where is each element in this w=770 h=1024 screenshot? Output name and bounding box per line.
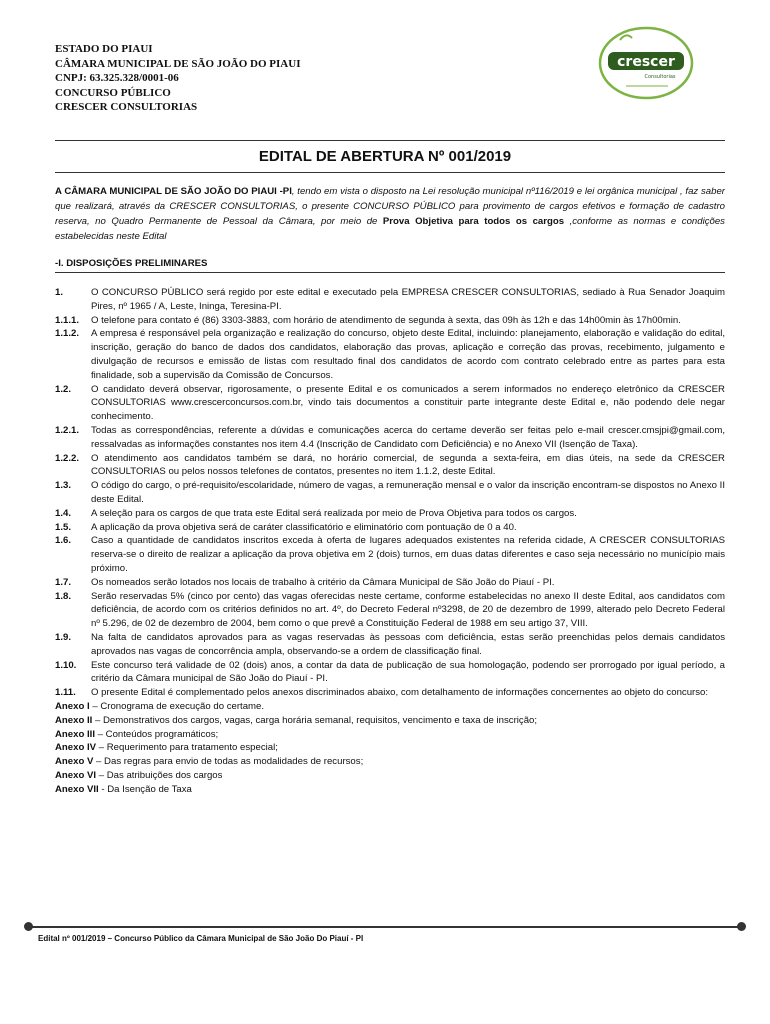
item-text: O CONCURSO PÚBLICO será regido por este edital e executado pela EMPRESA CRESCER CONSULTORIAS, sediado à Rua Senador Joaquim Pires, nº 1965 / A, Leste, Ininga, Teresina-PI. [91,287,725,312]
logo-subtext: Consultorias [644,74,676,80]
annex-text: - Da Isenção de Taxa [98,783,192,795]
annex-item [55,728,725,742]
list-item [55,452,725,480]
item-number: 1.10. [55,659,77,671]
annex-key: Anexo III [55,728,95,740]
list-item [55,686,725,700]
annex-key: Anexo I [55,700,90,712]
list-item [55,521,725,535]
annex-key: Anexo II [55,714,93,726]
list-item [55,424,725,452]
intro-body: , tendo em vista o disposto na Lei resolução municipal nº116/2019 e lei orgânica municipal , faz saber que realizará, através da CRESCER CONSULTORIAS, o presente CONCURSO PÚBLICO para provimento de cargos efetivos e formação de cadastro reserva, no Quadro Permanente de Pessoal da Câmara, por meio de [55,186,725,227]
list-item [55,534,725,575]
header-company: CRESCER CONSULTORIAS [55,101,198,114]
item-text: O candidato deverá observar, rigorosamente, o presente Edital e os comunicados a serem informados no endereço eletrônico da CRESCER CONSULTORIAS www.crescerconcursos.com.br, vindo tais documentos a constituir parte integrante deste Edital e, não podendo dele negar conhecimento. [91,383,725,423]
item-text: A empresa é responsável pela organização e realização do concurso, objeto deste Edital, incluindo: planejamento, elaboração e validação do edital, inscrição, geração do banco de dados dos candidatos, elaboração das provas, aplicação e correção das provas, recebimento, julgamento e divulgação de recursos e emissão de listas com resultado final dos candidatos de acordo com contrato celebrado entre as partes para esta finalidade, sob a supervisão da Comissão de Concursos. [91,328,725,381]
item-text: Serão reservadas 5% (cinco por cento) das vagas oferecidas neste certame, conforme estabelecidas no anexo II deste Edital, aos candidatos com deficiência, de acordo com os critérios definidos no art. 4º, do Decreto Federal nº3298, de 20 de dezembro de 1999, alterado pelo Decreto Federal nº 5.296, de 02 de dezembro de 2004, bem como o que prevê a Constituição Federal de 1988 em seu artigo 37, VIII. [91,590,725,630]
item-number: 1.2. [55,383,72,395]
list-item [55,383,725,424]
intro-bold-mid: Prova Objetiva para todos os cargos [382,216,565,227]
annex-text: – Das atribuições dos cargos [96,769,223,781]
intro-paragraph [55,184,725,244]
title-top-rule [55,140,725,141]
item-number: 1.11. [55,687,76,699]
item-text: Caso a quantidade de candidatos inscritos exceda à oferta de lugares adequados existentes na referida cidade, A CRESCER CONSULTORIAS reserva-se o direito de realizar a aplicação da prova objetiva em 2 (dois) turnos, em duas datas diferentes e caso seja necessário no município mais próximo. [91,535,725,574]
item-number: 1.2.1. [55,424,80,436]
annex-key: Anexo VII [55,783,99,795]
item-text: Este concurso terá validade de 02 (dois) anos, a contar da data de publicação de sua homologação, podendo ser prorrogado por igual período, a critério da Câmara municipal de São João do Piauí - PI. [91,659,725,685]
item-number: 1.7. [55,576,72,588]
item-number: 1.9. [55,631,72,643]
annex-item [55,769,725,783]
intro-tail: ,conforme as normas e condições estabelecidas neste Edital [55,216,725,242]
item-number: 1.5. [55,521,72,533]
list-item [55,631,725,659]
item-text: A seleção para os cargos de que trata este Edital será realizada por meio de Prova Objetiva para todos os cargos. [91,507,577,519]
annex-item [55,741,725,755]
list-item [55,659,725,687]
annex-text: – Cronograma de execução do certame. [89,700,265,712]
footer-rule-dot-left [24,922,33,931]
annex-key: Anexo V [55,756,94,768]
item-number: 1.3. [55,480,72,492]
annex-text: – Requerimento para tratamento especial; [96,742,278,754]
item-number: 1.4. [55,507,72,519]
footer-rule [28,926,742,928]
annex-item [55,783,725,797]
section-rule [55,272,725,273]
provisions-list [55,286,725,796]
item-text: A aplicação da prova objetiva será de caráter classificatório e eliminatório com pontuação de 0 a 40. [91,521,517,533]
list-item [55,507,725,521]
item-text: O telefone para contato é (86) 3303-3883, com horário de atendimento de segunda à sexta, das 09h às 12h e das 14h00min às 17h00min. [91,314,681,326]
item-number: 1.1.1. [55,314,80,326]
item-number: 1.6. [55,535,72,547]
list-item [55,314,725,328]
item-number: 1.2.2. [55,452,80,464]
item-text: O presente Edital é complementado pelos anexos discriminados abaixo, com detalhamento de informações concernentes ao objeto do concurso: [91,687,709,699]
page-footer: Edital nº 001/2019 – Concurso Público da Câmara Municipal de São João Do Piauí - PI [38,934,364,943]
section-heading: -I. DISPOSIÇÕES PRELIMINARES [55,258,208,269]
header-chamber: CÂMARA MUNICIPAL DE SÃO JOÃO DO PIAUI [55,57,301,70]
item-text: Os nomeados serão lotados nos locais de trabalho à critério da Câmara Municipal de São João do Piauí - PI. [91,576,555,588]
annex-item [55,714,725,728]
list-item [55,286,725,314]
list-item [55,479,725,507]
annex-text: – Demonstrativos dos cargos, vagas, carga horária semanal, requisitos, vencimento e taxa de inscrição; [92,714,538,726]
crescer-logo [598,26,694,100]
document-header [55,42,300,115]
annex-key: Anexo VI [55,769,97,781]
annex-text: – Conteúdos programáticos; [94,728,219,740]
footer-rule-dot-right [737,922,746,931]
list-item [55,576,725,590]
item-number: 1. [55,287,64,298]
item-text: Na falta de candidatos aprovados para as vagas reservadas às pessoas com deficiência, estas serão preenchidas pelos demais candidatos aprovados nas vagas de concorrência ampla, observando-se a ordem de classificação final. [91,631,725,657]
logo-text: crescer [617,54,675,70]
list-item [55,590,725,631]
list-item [55,327,725,382]
header-cnpj: CNPJ: 63.325.328/0001-06 [55,72,179,85]
annex-text: – Das regras para envio de todas as modalidades de recursos; [93,756,364,768]
header-contest: CONCURSO PÚBLICO [55,86,171,99]
intro-lead: A CÂMARA MUNICIPAL DE SÃO JOÃO DO PIAUI -PI [55,186,292,197]
title-bottom-rule [55,172,725,173]
item-number: 1.8. [55,590,72,602]
annex-item [55,755,725,769]
header-state: ESTADO DO PIAUI [55,43,153,55]
item-number: 1.1.2. [55,328,80,340]
item-text: O atendimento aos candidatos também se dará, no horário comercial, de segunda a sexta-feira, em dias úteis, na sede da CRESCER CONSULTORIAS ou pelos nossos telefones de contatos, presentes no item 1.1.2, deste Edital. [91,452,725,478]
annex-item [55,700,725,714]
item-text: O código do cargo, o pré-requisito/escolaridade, número de vagas, a remuneração mensal e o valor da inscrição encontram-se dispostos no Anexo II deste Edital. [91,480,725,505]
item-text: Todas as correspondências, referente a dúvidas e comunicações acerca do certame deverão ser feitas pelo e-mail crescer.cmsjpi@gmail.com, ressalvadas as informações constantes nos item 4.4 (Inscrição de Candidato com Deficiência) e no Anexo VII (Isenção de Taxa). [91,424,725,450]
document-title: EDITAL DE ABERTURA Nº 001/2019 [258,148,512,165]
annex-key: Anexo IV [55,742,97,754]
